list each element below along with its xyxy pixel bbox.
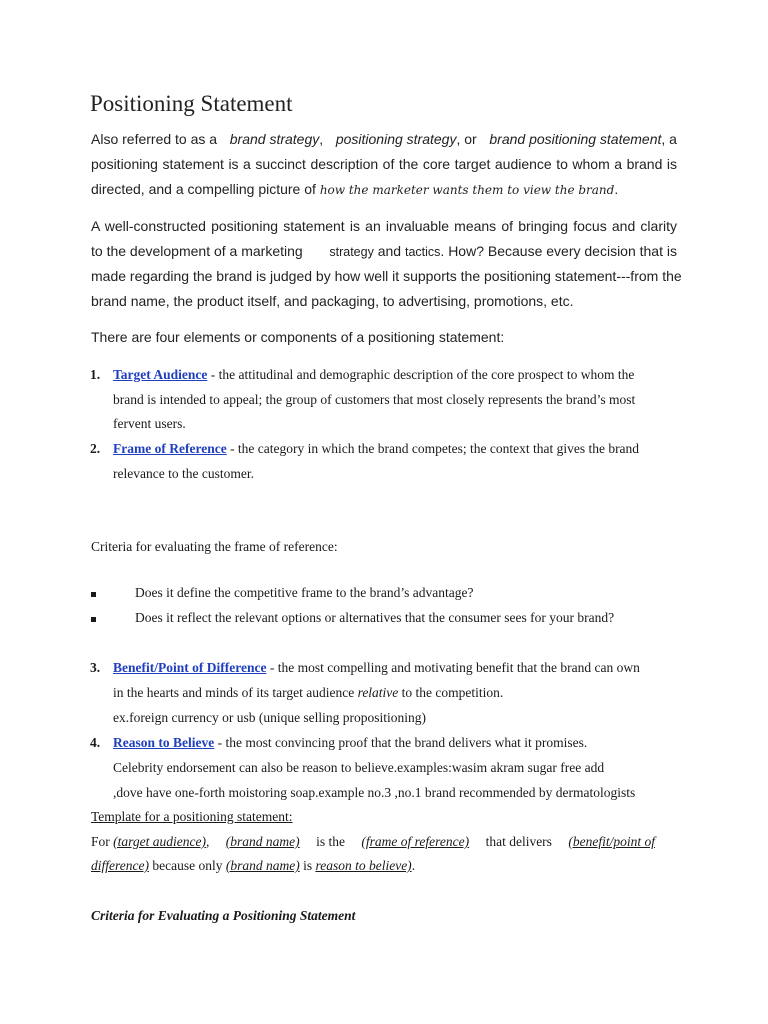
template-line-2: difference) because only (brand name) is reason to believe). [91,858,416,873]
para2-line-2: to the development of a marketing strategy and tactics. How? Because every decision that is [91,243,677,259]
bullet-item-2: Does it reflect the relevant options or alternatives that the consumer sees for your brand? [135,610,615,625]
criteria-intro: Criteria for evaluating the frame of reference: [91,539,338,554]
frame-of-reference-link[interactable]: Frame of Reference [113,441,227,456]
item-3-line-2: in the hearts and minds of its target audience relative to the competition. [113,685,504,700]
bullet-marker [91,592,96,597]
item-4-line-2: Celebrity endorsement can also be reason to believe.examples:wasim akram sugar free add [113,760,605,775]
item-4-line-3: ,dove have one-forth moistoring soap.example no.3 ,no.1 brand recommended by dermatologists [113,785,636,800]
template-line-1: For (target audience), (brand name) is the (frame of reference) that delivers (benefit/point of [91,834,655,849]
bullet-marker [91,617,96,622]
item-2-number: 2. [90,441,101,456]
reason-to-believe-link[interactable]: Reason to Believe [113,735,215,750]
benefit-point-of-difference-link[interactable]: Benefit/Point of Difference [113,660,267,675]
item-3-line-3: ex.foreign currency or usb (unique selling propositioning) [113,710,427,725]
item-1-line-2: brand is intended to appeal; the group of customers that most closely represents the brand’s most [113,392,636,407]
para3: There are four elements or components of a positioning statement: [91,329,505,345]
item-3-line-1: Benefit/Point of Difference - the most compelling and motivating benefit that the brand can own [113,660,640,675]
item-2-line-2: relevance to the customer. [113,466,254,481]
item-1-line-3: fervent users. [113,416,186,431]
item-2-line-1: Frame of Reference - the category in which the brand competes; the context that gives the brand [113,441,640,456]
intro-line-1: Also referred to as a brand strategy, positioning strategy, or brand positioning statement, a [91,131,677,147]
item-3-number: 3. [90,660,101,675]
criteria-heading: Criteria for Evaluating a Positioning Statement [91,908,356,923]
para2-line-4: brand name, the product itself, and packaging, to advertising, promotions, etc. [91,293,574,309]
item-1-line-1: Target Audience - the attitudinal and demographic description of the core prospect to whom the [113,367,635,382]
page-title: Positioning Statement [90,91,293,116]
intro-line-2: positioning statement is a succinct description of the core target audience to whom a brand is [91,156,677,172]
item-4-line-1: Reason to Believe - the most convincing proof that the brand delivers what it promises. [113,735,588,750]
para2-line-3: made regarding the brand is judged by how well it supports the positioning statement---from the [91,268,682,284]
target-audience-link[interactable]: Target Audience [113,367,208,382]
template-heading: Template for a positioning statement: [91,809,293,824]
item-1-number: 1. [90,367,101,382]
para2-line-1: A well-constructed positioning statement is an invaluable means of bringing focus and clarity [91,218,677,234]
item-4-number: 4. [90,735,101,750]
bullet-item-1: Does it define the competitive frame to the brand’s advantage? [135,585,474,600]
intro-line-3: directed, and a compelling picture of how the marketer wants them to view the brand. [91,181,619,197]
